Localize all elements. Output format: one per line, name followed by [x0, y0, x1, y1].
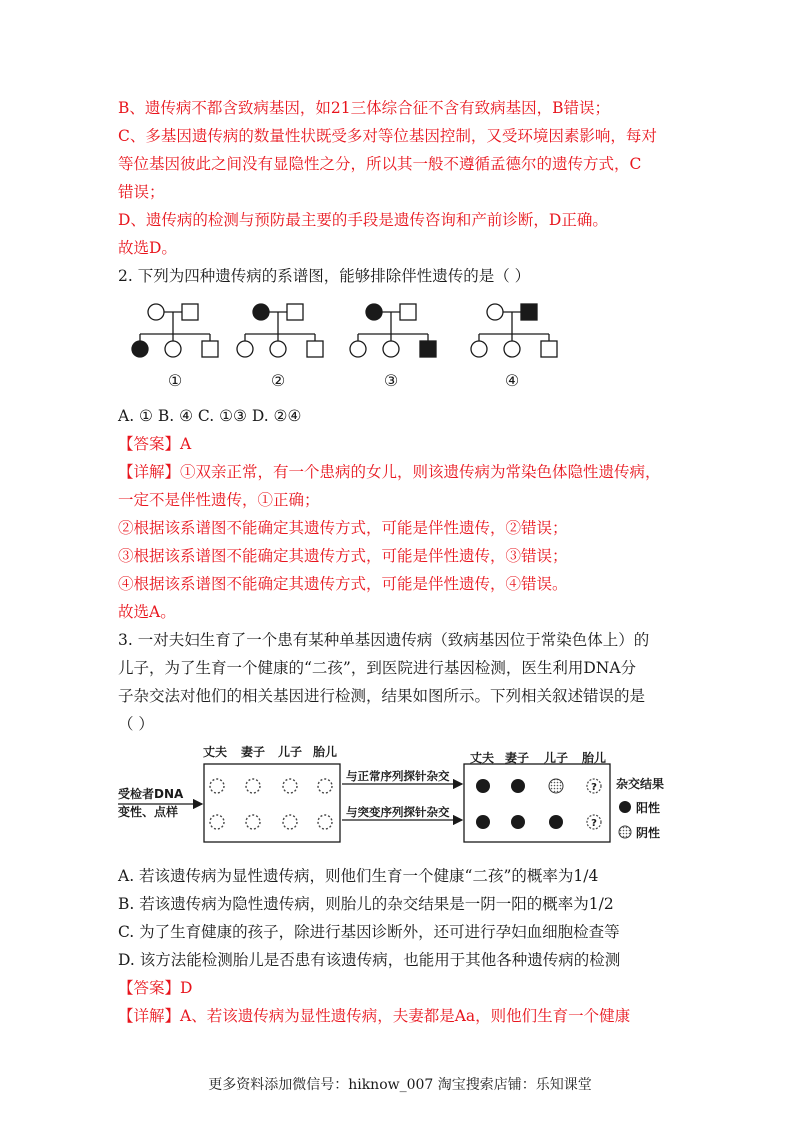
pedigree-label-1: ① — [167, 371, 183, 390]
text-line: 【详解】A、若该遗传病为显性遗传病，夫妻都是Aa，则他们生育一个健康 — [118, 1007, 631, 1025]
legend-positive-swatch — [619, 801, 631, 813]
pedigree-2 — [237, 304, 323, 357]
left-label-line1: 受检者DNA — [118, 787, 184, 801]
header-wife-2: 妻子 — [504, 751, 530, 765]
legend-title: 杂交结果 — [616, 777, 665, 791]
text-line: C、多基因遗传病的数量性状既受多对等位基因控制，又受环境因素影响，每对 — [118, 127, 657, 145]
text-line: A. ① B. ④ C. ①③ D. ②④ — [118, 407, 302, 425]
text-line: ④根据该系谱图不能确定其遗传方式，可能是伴性遗传，④错误。 — [118, 575, 568, 593]
pedigree-3 — [350, 304, 436, 357]
text-line: 2. 下列为四种遗传病的系谱图，能够排除伴性遗传的是（ ） — [118, 267, 531, 285]
legend-positive-label: 阳性 — [636, 801, 661, 815]
text-line: ③根据该系谱图不能确定其遗传方式，可能是伴性遗传，③错误； — [118, 547, 568, 565]
header-fetus-2: 胎儿 — [581, 751, 607, 765]
arrow-label-mutant-probe: 与突变序列探针杂交 — [346, 805, 450, 819]
text-line: 【答案】D — [118, 979, 193, 997]
header-husband: 丈夫 — [202, 745, 228, 759]
text-line: 错误； — [118, 183, 165, 201]
header-wife: 妻子 — [240, 745, 266, 759]
text-line: A. 若该遗传病为显性遗传病，则他们生育一个健康“二孩”的概率为1/4 — [118, 867, 599, 885]
text-line: ②根据该系谱图不能确定其遗传方式，可能是伴性遗传，②错误； — [118, 519, 568, 537]
pedigree-figure — [118, 296, 578, 396]
pedigree-1 — [132, 304, 218, 357]
pedigree-4 — [471, 304, 557, 357]
text-line: D. 该方法能检测胎儿是否患有该遗传病，也能用于其他各种遗传病的检测 — [118, 951, 621, 969]
text-line: 等位基因彼此之间没有显隐性之分，所以其一般不遵循孟德尔的遗传方式，C — [118, 155, 642, 173]
text-line: D、遗传病的检测与预防最主要的手段是遗传咨询和产前诊断，D正确。 — [118, 211, 608, 229]
membrane-before — [204, 764, 340, 842]
text-line: B. 若该遗传病为隐性遗传病，则胎儿的杂交结果是一阴一阳的概率为1/2 — [118, 895, 614, 913]
text-line: 故选A。 — [118, 603, 176, 621]
left-label-line2: 变性、点样 — [118, 805, 179, 819]
text-line: 3. 一对夫妇生育了一个患有某种单基因遗传病（致病基因位于常染色体上）的 — [118, 631, 650, 649]
text-line: C. 为了生育健康的孩子，除进行基因诊断外，还可进行孕妇血细胞检查等 — [118, 923, 620, 941]
text-line: 子杂交法对他们的相关基因进行检测，结果如图所示。下列相关叙述错误的是 — [118, 687, 646, 705]
pedigree-label-2: ② — [270, 371, 286, 390]
text-line: 【详解】①双亲正常，有一个患病的女儿，则该遗传病为常染色体隐性遗传病， — [118, 463, 661, 481]
header-son: 儿子 — [277, 745, 303, 759]
membrane-after — [464, 764, 610, 842]
legend-negative-swatch — [619, 826, 631, 838]
header-fetus: 胎儿 — [312, 745, 338, 759]
text-line: 【答案】A — [118, 435, 192, 453]
arrow-label-normal-probe: 与正常序列探针杂交 — [346, 769, 450, 783]
text-line: B、遗传病不都含致病基因，如21三体综合征不含有致病基因，B错误； — [118, 99, 611, 117]
pedigree-label-4: ④ — [504, 371, 520, 390]
fetus-unknown-bottom: ? — [591, 818, 597, 829]
header-husband-2: 丈夫 — [469, 751, 495, 765]
text-line: 故选D。 — [118, 239, 177, 257]
hybridization-figure — [118, 742, 710, 850]
page-footer: 更多资料添加微信号：hiknow_007 淘宝搜索店铺：乐知课堂 — [208, 1077, 592, 1093]
header-son-2: 儿子 — [543, 751, 569, 765]
text-line: 一定不是伴性遗传，①正确； — [118, 491, 320, 509]
fetus-unknown-top: ? — [591, 782, 597, 793]
text-line: （ ） — [118, 715, 154, 733]
text-line: 儿子，为了生育一个健康的“二孩”，到医院进行基因检测，医生利用DNA分 — [118, 659, 637, 677]
pedigree-label-3: ③ — [383, 371, 399, 390]
legend-negative-label: 阴性 — [636, 826, 661, 840]
